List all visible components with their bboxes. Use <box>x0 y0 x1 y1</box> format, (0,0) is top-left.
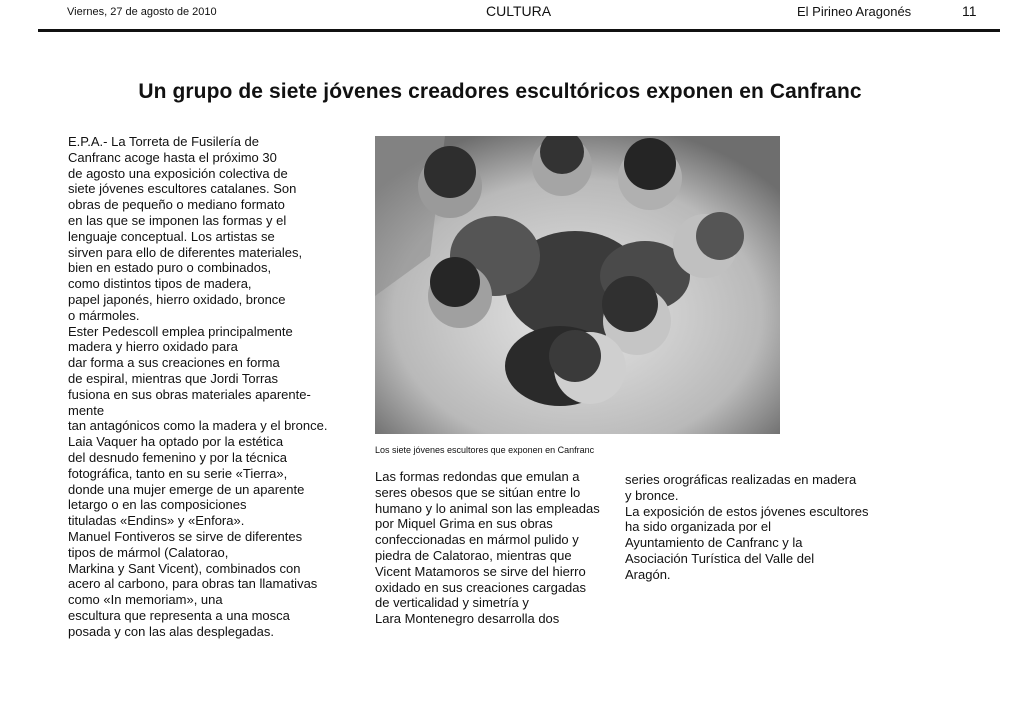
issue-date: Viernes, 27 de agosto de 2010 <box>67 6 217 18</box>
section-name: CULTURA <box>486 3 552 19</box>
article-column-2: Las formas redondas que emulan a seres obesos que se sitúan entre lo humano y lo animal son las empleadas por Miquel Grima en sus obras confeccionadas en mármol pulido y piedra de Calatorao, mientras que Vicent Matamoros se sirve del hierro oxidado en sus creaciones cargadas de verticalidad y simetría y Lara Montenegro desarrolla dos <box>375 469 600 627</box>
header-rule <box>38 29 1000 32</box>
article-column-3: series orográficas realizadas en madera y bronce. La exposición de estos jóvenes escultores ha sido organizada por el Ayuntamiento de Canfranc y la Asociación Turística del Valle del Aragón. <box>625 472 869 582</box>
group-photo <box>375 136 780 434</box>
article-title: Un grupo de siete jóvenes creadores escultóricos exponen en Canfranc <box>138 80 862 103</box>
photo-caption: Los siete jóvenes escultores que exponen en Canfranc <box>375 445 595 455</box>
group-photo-illustration <box>375 136 780 434</box>
page-number: 11 <box>962 3 977 19</box>
newspaper-name: El Pirineo Aragonés <box>797 4 912 19</box>
article-column-1: E.P.A.- La Torreta de Fusilería de Canfranc acoge hasta el próximo 30 de agosto una exposición colectiva de siete jóvenes escultores catalanes. Son obras de pequeño o mediano formato en las que se imponen las formas y el lenguaje conceptual. Los artistas se sirven para ello de diferentes materiales, bien en estado puro o combinados, como distintos tipos de madera, papel japonés, hierro oxidado, bronce o mármoles. Ester Pedescoll emplea principalmente madera y hierro oxidado para dar forma a sus creaciones en forma de espiral, mientras que Jordi Torras fusiona en sus obras materiales aparente- mente tan antagónicos como la madera y el bronce. Laia Vaquer ha optado por la estética del desnudo femenino y por la técnica fotográfica, tanto en su serie «Tierra», donde una mujer emerge de un aparente letargo o en las composiciones tituladas «Endins» y «Enfora». Manuel Fontiveros se sirve de diferentes tipos de mármol (Calatorao, Markina y Sant Vicent), combinados con acero al carbono, para obras tan llamativas como «In memoriam», una escultura que representa a una mosca posada y con las alas desplegadas. <box>68 134 328 639</box>
